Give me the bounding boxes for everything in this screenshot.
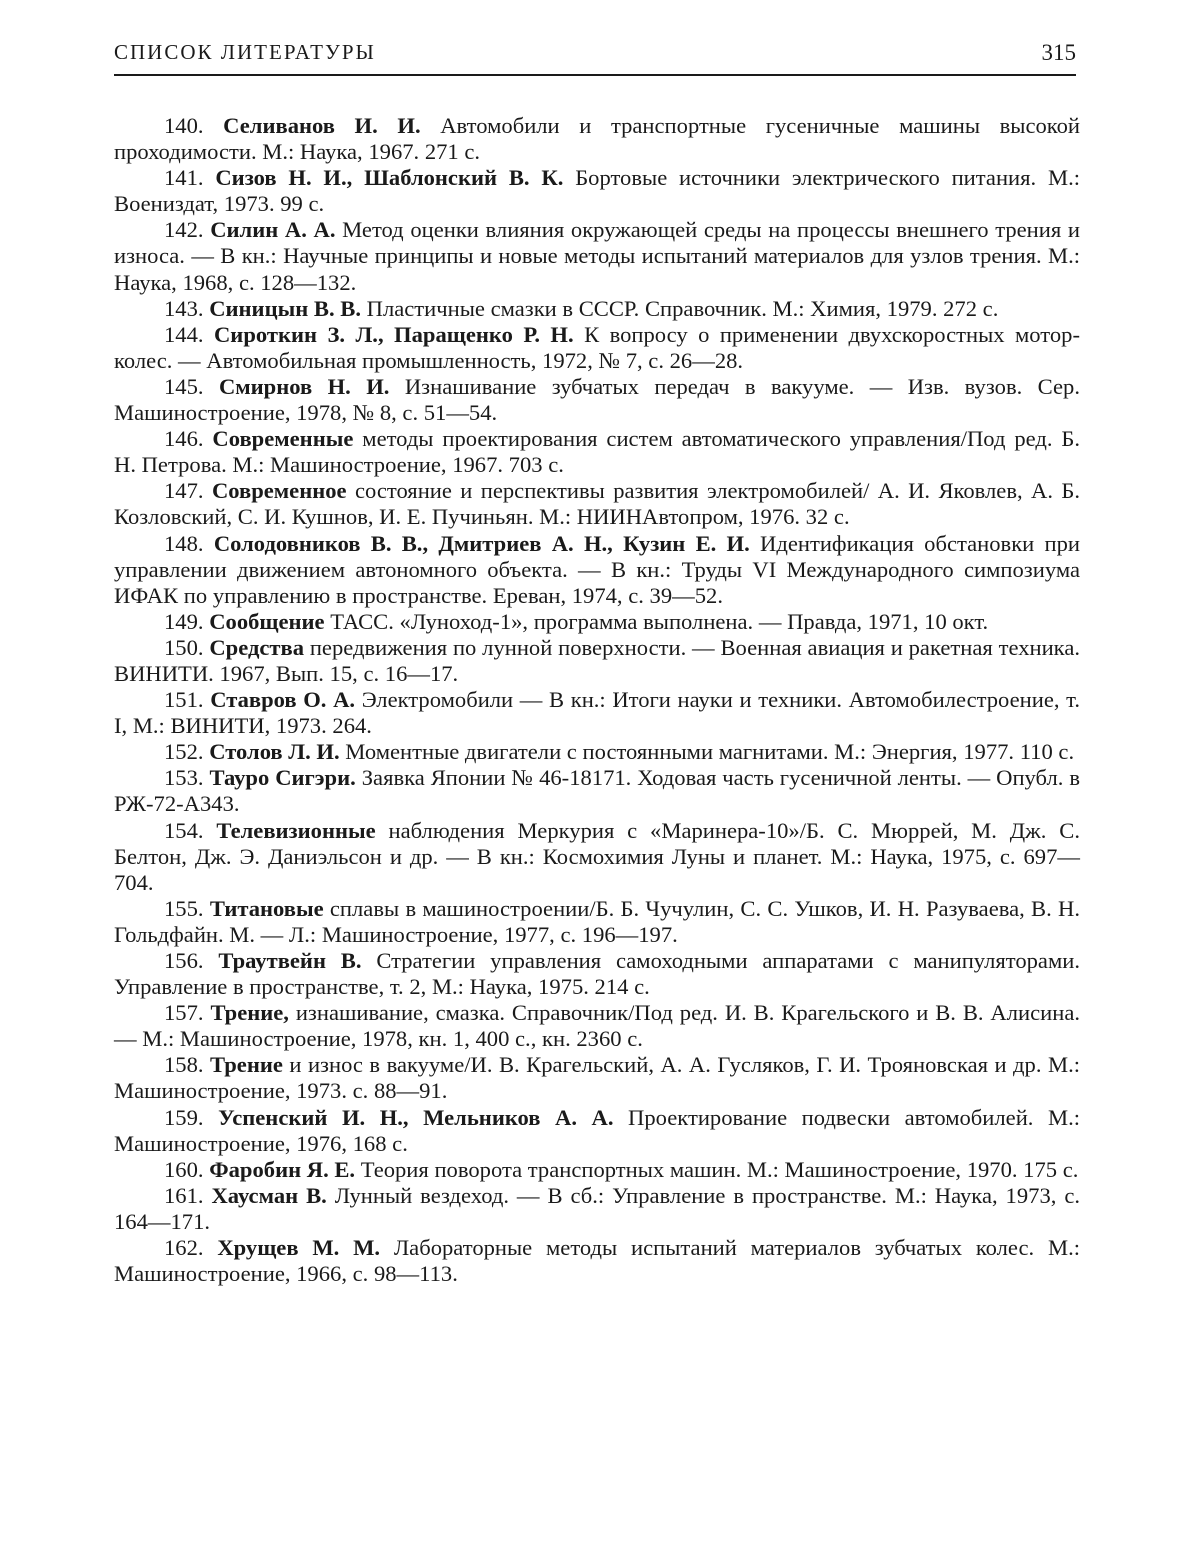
reference-author: Трение, [210,1000,289,1026]
page-header [114,38,1076,76]
reference-list [114,113,1080,1287]
reference-details: Лабораторные методы испытаний материалов зубчатых колес. М.: Машиностроение, 1966, с. 98—113. [114,1235,1080,1287]
reference-number: 152. [164,739,204,765]
reference-entry [114,426,1080,478]
reference-entry [114,1157,1080,1183]
reference-author: Солодовников В. В., Дмитриев А. Н., Кузин Е. И. [213,530,750,556]
reference-entry [114,1105,1080,1157]
reference-number: 154. [164,817,204,843]
reference-entry [114,765,1080,817]
reference-number: 155. [164,895,204,921]
reference-details: Стратегии управления самоходными аппаратами с манипуляторами. Управление в пространстве, т. 2, М.: Наука, 1975. 214 с. [114,948,1080,1000]
reference-number: 160. [164,1156,204,1182]
reference-entry [114,374,1080,426]
reference-entry [114,478,1080,530]
reference-entry [114,1235,1080,1287]
reference-number: 148. [164,530,204,556]
reference-author: Средства [209,634,305,660]
reference-entry [114,217,1080,295]
reference-author: Синицын В. В. [209,295,361,321]
reference-details: Теория поворота транспортных машин. М.: Машиностроение, 1970. 175 с. [360,1156,1079,1182]
running-head-title: СПИСОК ЛИТЕРАТУРЫ [114,40,376,64]
reference-details: сплавы в машиностроении/Б. Б. Чучулин, С. С. Ушков, И. Н. Разуваева, В. Н. Гольдфайн. М. — Л.: Машиностроение, 1977, с. 196—197. [114,895,1080,947]
reference-number: 161. [164,1182,204,1208]
reference-author: Силин А. А. [210,217,336,243]
reference-entry [114,113,1080,165]
reference-number: 146. [164,426,204,452]
reference-details: Идентификация обстановки при управлении движением автономного объекта. — В кн.: Труды VI Международного симпозиума ИФАК по управлению в пространстве. Ереван, 1974, с. 39—52. [114,530,1081,608]
reference-author: Фаробин Я. Е. [209,1156,356,1182]
reference-author: Трение [210,1052,283,1078]
reference-author: Траутвейн В. [218,948,362,973]
reference-author: Титановые [209,895,324,921]
reference-details: Автомобили и транспортные гусеничные машины высокой проходимости. М.: Наука, 1967. 271 с. [114,113,1081,165]
reference-author: Столов Л. И. [209,739,340,765]
page-number: 315 [1041,40,1076,65]
reference-number: 156. [164,948,204,973]
reference-details: Изнашивание зубчатых передач в вакууме. — Изв. вузов. Сер. Машиностроение, 1978, № 8, с. 51—54. [114,373,1080,426]
reference-entry [114,818,1080,896]
reference-author: Селиванов И. И. [223,113,421,138]
reference-author: Современные [212,426,354,452]
reference-details: Электромобили — В кн.: Итоги науки и техники. Автомобилестроение, т. I, М.: ВИНИТИ, 1973. 264. [114,687,1080,739]
reference-details: изнашивание, смазка. Справочник/Под ред. И. В. Крагельского и В. В. Алисина. — М.: Машиностроение, 1978, кн. 1, 400 с., кн. 2360 с. [114,1000,1080,1052]
reference-number: 149. [164,608,204,634]
reference-entry [114,322,1080,374]
reference-number: 147. [164,478,204,504]
reference-details: Бортовые источники электрического питания. М.: Воениздат, 1973. 99 с. [114,165,1080,217]
reference-details: Проектирование подвески автомобилей. М.: Машиностроение, 1976, 168 с. [114,1104,1080,1156]
reference-details: Моментные двигатели с постоянными магнитами. М.: Энергия, 1977. 110 с. [345,739,1075,765]
reference-author: Сизов Н. И., Шаблонский В. К. [215,165,564,191]
reference-details: передвижения по лунной поверхности. — Военная авиация и ракетная техника. ВИНИТИ. 1967, Вып. 15, с. 16—17. [114,634,1080,686]
reference-details: состояние и перспективы развития электромобилей/ А. И. Яковлев, А. Б. Козловский, С. И. Кушнов, И. Е. Пучиньян. М.: НИИНАвтопром, 1976. 32 с. [114,478,1080,530]
reference-details: наблюдения Меркурия с «Маринера-10»/Б. С. Мюррей, М. Дж. С. Белтон, Дж. Э. Даниэльсон и др. — В кн.: Космохимия Луны и планет. М.: Наука, 1975, с. 697—704. [114,817,1080,895]
reference-number: 145. [164,373,204,399]
reference-details: методы проектирования систем автоматического управления/Под ред. Б. Н. Петрова. М.: Машиностроение, 1967. 703 с. [114,426,1080,478]
reference-entry [114,1052,1080,1104]
reference-entry [114,687,1080,739]
reference-entry [114,635,1080,687]
reference-details: К вопросу о применении двухскоростных мотор-колес. — Автомобильная промышленность, 1972, № 7, с. 26—28. [114,321,1081,373]
reference-entry [114,296,1080,322]
reference-author: Ставров О. А. [210,687,356,713]
reference-author: Современное [211,478,347,504]
reference-author: Тауро Сигэри. [209,765,356,791]
reference-number: 159. [164,1104,204,1130]
reference-number: 141. [164,165,204,191]
reference-number: 140. [164,113,204,138]
reference-entry [114,896,1080,948]
reference-details: Лунный вездеход. — В сб.: Управление в пространстве. М.: Наука, 1973, с. 164—171. [114,1182,1080,1234]
reference-author: Хаусман В. [211,1182,327,1208]
reference-entry [114,739,1080,765]
reference-number: 162. [164,1235,204,1261]
reference-number: 143. [164,295,204,321]
reference-details: Метод оценки влияния окружающей среды на процессы внешнего трения и износа. — В кн.: Научные принципы и новые методы испытаний материалов для узлов трения. М.: Наука, 1968, с. 128—132. [114,217,1080,295]
reference-number: 151. [164,687,204,713]
reference-number: 150. [164,634,204,660]
reference-entry [114,165,1080,217]
reference-author: Телевизионные [216,817,376,843]
reference-entry [114,1183,1080,1235]
reference-details: Пластичные смазки в СССР. Справочник. М.: Химия, 1979. 272 с. [366,295,999,321]
reference-details: и износ в вакууме/И. В. Крагельский, А. А. Гусляков, Г. И. Трояновская и др. М.: Машиностроение, 1973. с. 88—91. [114,1052,1080,1104]
reference-author: Успенский И. Н., Мельников А. А. [218,1104,614,1130]
reference-author: Сообщение [209,608,325,634]
reference-entry [114,1000,1080,1052]
reference-author: Сироткин З. Л., Паращенко Р. Н. [213,321,574,347]
reference-author: Хрущев М. М. [217,1235,381,1261]
reference-number: 157. [164,1000,204,1026]
reference-number: 153. [164,765,204,791]
reference-details: ТАСС. «Луноход-1», программа выполнена. — Правда, 1971, 10 окт. [330,608,989,634]
reference-entry [114,948,1080,1000]
reference-entry [114,609,1080,635]
reference-entry [114,531,1080,609]
reference-author: Смирнов Н. И. [218,373,390,399]
reference-number: 144. [164,321,204,347]
reference-number: 158. [164,1052,204,1078]
reference-details: Заявка Японии № 46-18171. Ходовая часть гусеничной ленты. — Опубл. в РЖ-72-А343. [114,765,1080,817]
reference-number: 142. [164,217,204,243]
